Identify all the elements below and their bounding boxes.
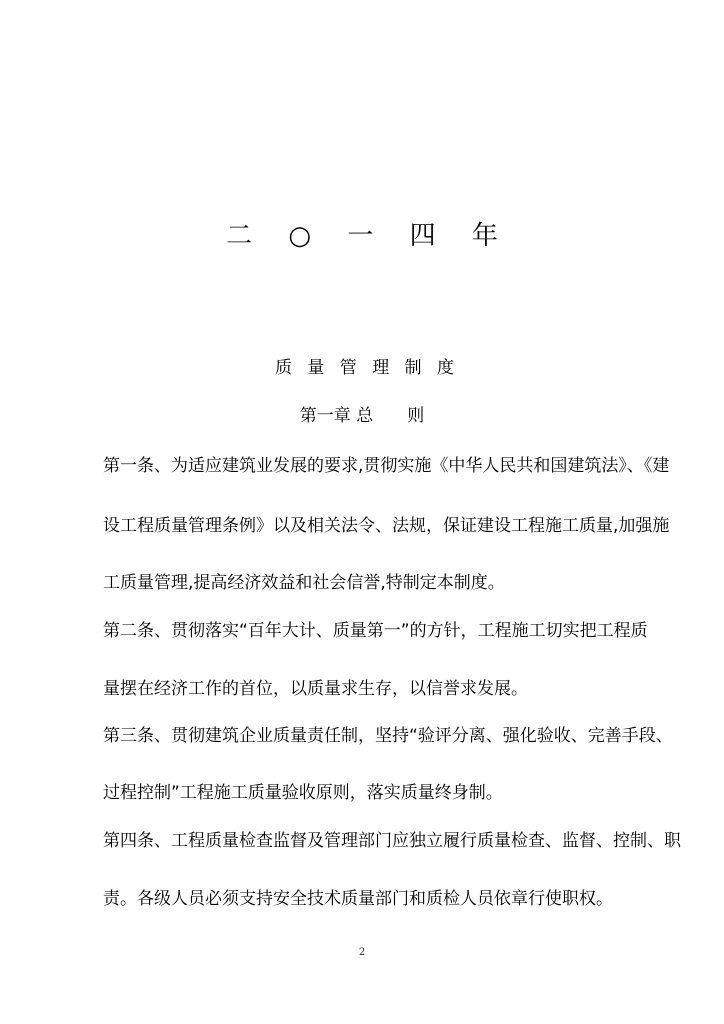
article-1-line-1: 第一条、为适应建筑业发展的要求,贯彻实施《中华人民共和国建筑法》、《建 [103,456,670,476]
chapter-label: 第一章 总 [299,406,374,426]
article-1-line-2: 设工程质量管理条例》以及相关法令、法规，保证建设工程施工质量,加强施 [103,516,670,536]
article-2-line-2: 量摆在经济工作的首位，以质量求生存，以信誉求发展。 [103,679,528,699]
chapter-suffix: 则 [407,406,425,426]
article-1-line-3: 工质量管理,提高经济效益和社会信誉,特制定本制度。 [103,573,505,593]
article-3-line-1: 第三条、贯彻建筑企业质量责任制，坚持“验评分离、强化验收、完善手段、 [103,726,673,746]
document-title: 质 量 管 理 制 度 [274,358,460,378]
page-number: 2 [358,947,366,958]
cover-year: 二 ○ 一 四 年 [226,221,512,251]
article-3-line-2: 过程控制”工程施工质量验收原则，落实质量终身制。 [103,783,503,803]
article-2-line-1: 第二条、贯彻落实“百年大计、质量第一”的方针，工程施工切实把工程质 [103,621,648,641]
article-4-line-2: 责。各级人员必须支持安全技术质量部门和质检人员依章行使职权。 [103,889,613,909]
chapter-heading [0,403,724,429]
article-4-line-1: 第四条、工程质量检查监督及管理部门应独立履行质量检查、监督、控制、职 [103,831,681,851]
